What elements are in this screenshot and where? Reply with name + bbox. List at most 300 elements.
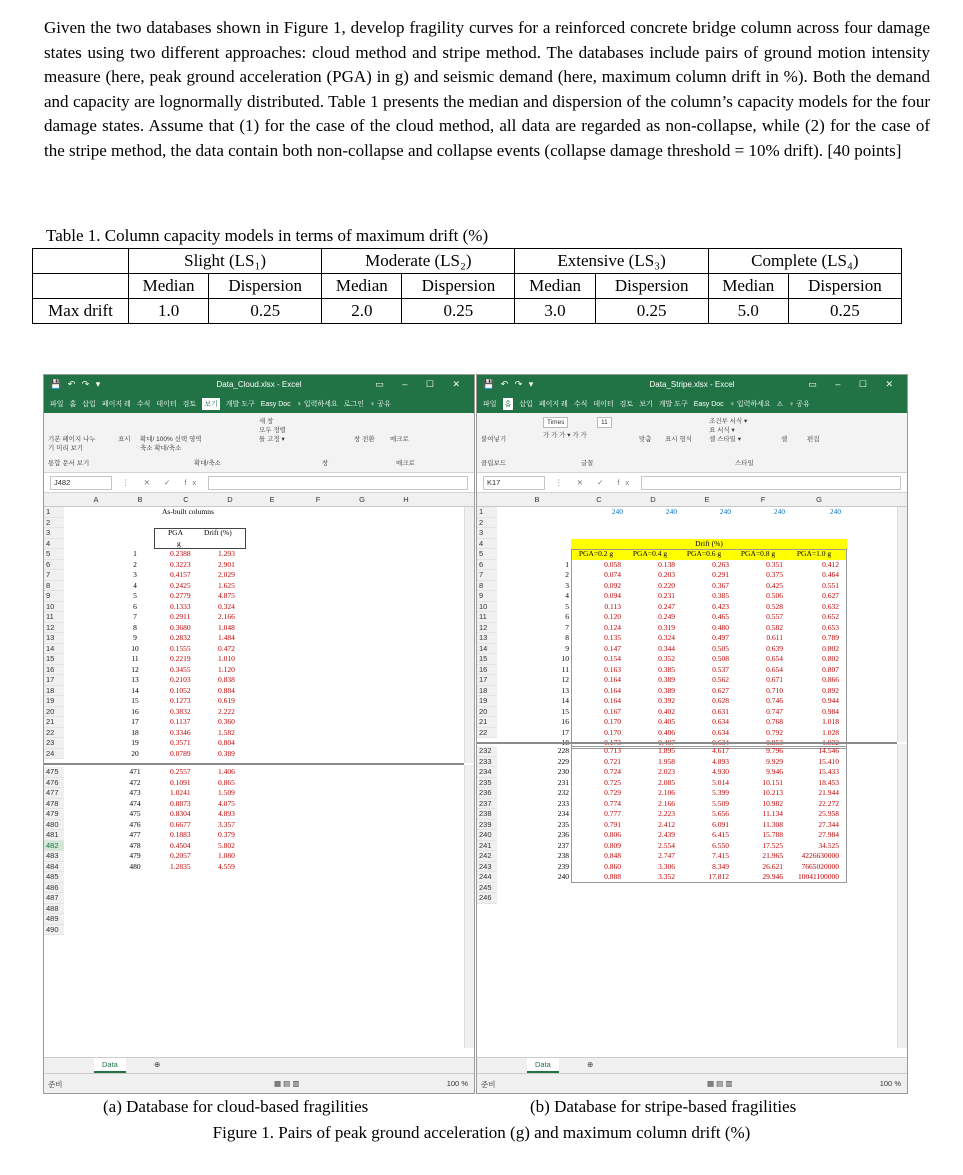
status-text: 준비 [48,1080,63,1089]
row-index: 7 [565,622,569,632]
row-number[interactable]: 480 [44,820,64,831]
ribbon-tab[interactable]: 개발 도구 [225,401,255,408]
row-number[interactable]: 14 [477,644,497,655]
drift-cell: 0.984 [822,706,839,716]
drift-cell: 0.092 [604,580,621,590]
column-header[interactable]: B [534,495,540,504]
formula-input[interactable] [641,476,901,490]
row-number[interactable]: 24 [44,749,64,760]
drift-cell: 0.480 [712,622,729,632]
row-number[interactable]: 244 [477,872,497,883]
row-index: 240 [557,872,569,881]
switch-window-button[interactable]: 창 전환 [354,436,375,443]
drift-cell: 21.944 [818,788,839,797]
drift-cell: 17.812 [708,872,729,881]
name-box[interactable]: J482 [50,476,112,490]
sheet-tab[interactable]: Data [527,1058,559,1073]
row-number[interactable]: 3 [477,528,497,539]
header-border [154,528,246,549]
view-mode-icons[interactable]: ▦ ▤ ▥ [707,1079,733,1088]
row-number[interactable]: 15 [44,654,64,665]
row-index: 233 [557,798,569,808]
column-headers [44,493,474,507]
drift-cell: 9.796 [766,746,783,755]
sheet-title: As-built columns [162,507,214,516]
pga-cell: 1.0241 [170,788,191,797]
row-number[interactable]: 487 [44,893,64,904]
add-sheet-icon[interactable]: ⊕ [154,1060,161,1069]
row-number[interactable]: 478 [44,799,64,810]
drift-cell: 0.892 [822,685,839,695]
row-number[interactable]: 246 [477,893,497,904]
drift-cell: 0.423 [712,601,729,611]
drift-cell: 9.946 [766,767,783,776]
row-number[interactable]: 233 [477,757,497,768]
row-number[interactable]: 239 [477,820,497,831]
sheet-tab[interactable]: Data [94,1058,126,1073]
row-number[interactable]: 19 [44,696,64,707]
row-number[interactable]: 484 [44,862,64,873]
row-index: 20 [131,748,139,758]
row-index: 472 [129,777,141,787]
font-name-select[interactable]: Times [543,417,568,428]
row-index: 230 [557,767,569,776]
drift-cell: 2.166 [218,612,235,621]
pga-cell: 1.2835 [170,861,191,871]
drift-cell: 4.075 [218,798,235,808]
row-index: 4 [565,591,569,600]
row-number[interactable]: 7 [477,570,497,581]
row-index: 228 [557,746,569,755]
drift-cell: 0.074 [604,570,621,579]
row-number[interactable]: 3 [44,528,64,539]
drift-cell: 1.028 [822,727,839,737]
drift-cell: 1.080 [218,851,235,860]
ribbon-tab[interactable]: 수식 [573,401,588,408]
vertical-scrollbar[interactable] [464,507,474,763]
row-number[interactable]: 234 [477,767,497,778]
unit-cell: g [177,538,181,548]
drift-cell: 0.138 [658,559,675,569]
ribbon-tab[interactable]: Easy Doc [260,400,291,408]
drift-cell: 26.621 [762,861,783,871]
row-number[interactable]: 14 [44,644,64,655]
pga-cell: 0.1883 [170,830,191,839]
row-number[interactable]: 4 [44,539,64,550]
row-index: 5 [565,601,569,611]
row-number[interactable]: 486 [44,883,64,894]
row-index: 237 [557,840,569,850]
drift-cell: 0.164 [604,675,621,684]
row-number[interactable]: 9 [44,591,64,602]
ribbon-tab[interactable]: 검토 [182,401,197,408]
row-number[interactable]: 16 [477,665,497,676]
drift-cell: 14.546 [818,746,839,755]
status-bar [44,1073,474,1093]
drift-cell: 0.170 [604,717,621,726]
pga-cell: 0.2832 [170,633,191,642]
row-number[interactable]: 10 [477,602,497,613]
row-number[interactable]: 235 [477,778,497,789]
row-number[interactable]: 481 [44,830,64,841]
header-cell: PGA [168,528,184,537]
row-number[interactable]: 482 [44,841,64,852]
group-label: 스타일 [735,460,754,467]
row-number[interactable]: 17 [477,675,497,686]
row-number[interactable]: 21 [477,717,497,728]
ribbon-tab[interactable]: 검토 [619,401,634,408]
row-number[interactable]: 245 [477,883,497,894]
row-number[interactable]: 236 [477,788,497,799]
row-index: 11 [131,654,139,663]
macro-button[interactable]: 매크로 [390,436,409,443]
column-header[interactable]: G [816,495,822,504]
row-number[interactable]: 1 [477,507,497,518]
drift-cell: 0.324 [218,601,235,611]
row-number[interactable]: 5 [477,549,497,560]
row-number[interactable]: 1 [44,507,64,518]
pga-cell: 0.2425 [170,580,191,590]
table-value: 1.0 [129,299,209,324]
row-number[interactable]: 4 [477,539,497,550]
row-number[interactable]: 477 [44,788,64,799]
vertical-scrollbar[interactable] [897,744,907,1048]
median-header: Median [708,274,788,299]
font-size-select[interactable]: 11 [597,417,612,428]
row-index: 9 [133,633,137,642]
row-number[interactable]: 488 [44,904,64,915]
drift-cell: 0.789 [822,633,839,642]
freeze-split [477,742,897,744]
row-index: 3 [565,580,569,590]
row-number[interactable]: 11 [44,612,64,623]
ribbon-show[interactable]: 표시 [118,436,131,443]
row-number[interactable]: 18 [477,686,497,697]
drift-cell: 2.106 [658,788,675,797]
formula-bar [44,473,474,493]
drift-cell: 0.247 [658,601,675,611]
drift-cell: 0.802 [822,654,839,663]
ribbon-tab[interactable]: ♀ 공유 [370,401,391,408]
drift-cell: 0.710 [766,685,783,695]
row-number[interactable]: 12 [44,623,64,634]
drift-cell: 0.729 [604,788,621,797]
drift-cell: 5.656 [712,809,729,818]
row-number[interactable]: 10 [44,602,64,613]
row-number[interactable]: 19 [477,696,497,707]
vertical-scrollbar[interactable] [897,507,907,742]
row-number[interactable]: 237 [477,799,497,810]
ribbon-window[interactable]: 새 창 모두 정렬 틀 고정 ▾ [259,418,286,443]
row-number[interactable]: 8 [44,581,64,592]
drift-cell: 0.653 [822,622,839,632]
drift-cell: 29.946 [762,872,783,881]
row-number[interactable]: 6 [44,560,64,571]
style-group[interactable]: 조건부 서식 ▾ 표 서식 ▾ 셀 스타일 ▾ [709,418,748,443]
ribbon-tab[interactable]: 보기 [202,398,220,410]
ribbon-tab[interactable]: 개발 도구 [658,401,688,408]
column-header[interactable]: E [269,495,275,504]
drift-cell: 1.293 [218,549,235,558]
formula-input[interactable] [208,476,468,490]
vertical-scrollbar[interactable] [464,765,474,1048]
row-number[interactable]: 15 [477,654,497,665]
window-controls-icon[interactable]: ▭ – ☐ ✕ [375,379,468,389]
pga-cell: 0.3455 [170,664,191,674]
row-number[interactable]: 483 [44,851,64,862]
table-blank [33,274,129,299]
drift-cell: 0.263 [712,559,729,569]
row-number[interactable]: 475 [44,767,64,778]
ribbon-tab[interactable]: ♀ 공유 [788,401,810,408]
drift-cell: 0.389 [658,685,675,695]
row-number[interactable]: 232 [477,746,497,757]
row-number[interactable]: 20 [477,707,497,718]
drift-cell: 0.768 [766,717,783,726]
ribbon-tab[interactable]: ♀ 입력하세요 [296,401,338,408]
row-index: 7 [133,612,137,621]
drift-cell: 0.506 [766,591,783,600]
state-header: Complete (LS₄) [708,249,901,274]
count-cell: 240 [829,507,841,516]
drift-cell: 0.724 [604,767,621,776]
row-number[interactable]: 5 [44,549,64,560]
pga-header: PGA=0.4 g [632,549,668,558]
column-header[interactable]: C [596,495,602,504]
column-headers [477,493,907,507]
row-number[interactable]: 476 [44,778,64,789]
column-header[interactable]: F [315,495,321,504]
window-controls-icon[interactable]: ▭ – ☐ ✕ [808,379,901,389]
capacity-table [32,248,902,324]
drift-cell: 8.349 [712,861,729,871]
drift-cell: 0.220 [658,580,675,590]
state-header: Moderate (LS₂) [322,249,515,274]
drift-cell: 1.582 [218,727,235,737]
ribbon-tab[interactable]: 페이지 레 [101,401,131,408]
drift-cell: 0.807 [822,664,839,674]
header-cell: Drift (%) [204,528,232,537]
drift-cell: 5.509 [712,798,729,808]
row-number[interactable]: 2 [44,518,64,529]
row-number[interactable]: 240 [477,830,497,841]
ribbon-tab[interactable]: 데이터 [156,401,177,408]
drift-cell: 1.010 [218,654,235,663]
pga-cell: 0.3571 [170,738,191,747]
ribbon-views[interactable]: 기본 페이지 나누 기 미리 보기 [48,436,96,452]
drift-cell: 0.634 [712,717,729,726]
drift-cell: 0.124 [604,622,621,632]
add-sheet-icon[interactable]: ⊕ [587,1060,594,1069]
row-number[interactable]: 489 [44,914,64,925]
zoom-level[interactable]: 100 % [879,1079,901,1088]
row-number[interactable]: 22 [477,728,497,739]
drift-cell: 4226630000 [801,851,839,860]
pga-cell: 0.4157 [170,570,191,579]
drift-cell: 5.014 [712,777,729,787]
row-number[interactable]: 6 [477,560,497,571]
number-format-button[interactable]: 표시 형식 [665,436,692,443]
drift-cell: 1.406 [218,767,235,776]
row-index: 1 [565,559,569,569]
ribbon-tabs [44,395,474,413]
drift-cell: 0.352 [658,654,675,663]
drift-cell: 0.619 [218,696,235,705]
row-number[interactable]: 2 [477,518,497,529]
ribbon-tab[interactable]: Easy Doc [693,400,724,408]
view-mode-icons[interactable]: ▦ ▤ ▥ [274,1079,300,1088]
row-number[interactable]: 241 [477,841,497,852]
column-header[interactable]: C [183,495,189,504]
row-number[interactable]: 8 [477,581,497,592]
pga-cell: 0.1555 [170,643,191,653]
row-number[interactable]: 13 [44,633,64,644]
drift-cell: 0.809 [604,840,621,850]
column-header[interactable]: D [227,495,233,504]
row-number[interactable]: 9 [477,591,497,602]
ribbon-zoom[interactable]: 확대/ 100% 선택 영역 축소 확대/축소 [140,436,202,452]
drift-cell: 0.671 [766,675,783,684]
drift-cell: 11.308 [762,819,783,829]
ribbon-tab[interactable]: 삽입 [82,401,96,408]
ribbon-tab[interactable]: 홈 [503,398,514,410]
row-number[interactable]: 20 [44,707,64,718]
subcaption-b: (b) Database for stripe-based fragilities [530,1097,797,1116]
ribbon-tab[interactable]: 파일 [50,401,64,408]
drift-cell: 1.018 [822,717,839,726]
cells-button[interactable]: 셀 [781,436,788,443]
row-number[interactable]: 238 [477,809,497,820]
font-style-buttons[interactable]: 가 가 가 ▾ 가 가 [543,432,587,439]
state-header: Slight (LS₁) [129,249,322,274]
row-index: 6 [133,601,137,611]
drift-cell: 0.639 [766,643,783,653]
drift-cell: 1.895 [658,746,675,755]
drift-cell: 0.774 [604,798,621,808]
drift-cell: 0.392 [658,696,675,705]
row-number[interactable]: 16 [44,665,64,676]
ribbon-tab[interactable]: 삽입 [519,401,533,408]
row-number[interactable]: 13 [477,633,497,644]
drift-cell: 5.802 [218,840,235,850]
ribbon-tab[interactable]: 홈 [69,401,77,408]
column-header[interactable]: G [359,495,365,504]
column-header[interactable]: F [760,495,766,504]
sheet-grid[interactable] [477,507,907,1048]
row-number[interactable]: 12 [477,623,497,634]
ribbon-tabs [477,395,907,413]
row-number[interactable]: 490 [44,925,64,936]
drift-cell: 0.135 [604,633,621,642]
dispersion-header: Dispersion [209,274,322,299]
drift-cell: 0.631 [712,706,729,716]
drift-cell: 9.929 [766,756,783,766]
align-button[interactable]: 맞춤 [639,436,652,443]
row-number[interactable]: 243 [477,862,497,873]
pga-header: PGA=1.0 g [796,549,832,558]
table-value: 0.25 [788,299,901,324]
dispersion-header: Dispersion [402,274,515,299]
ribbon-tab[interactable]: ⚠ [776,401,783,408]
pga-cell: 0.2911 [170,612,191,621]
data-border [571,549,847,749]
sheet-tabs-bar [477,1057,907,1073]
pga-cell: 0.3223 [170,559,191,569]
drift-cell: 0.154 [604,654,621,663]
count-cell: 240 [665,507,677,516]
row-number[interactable]: 11 [477,612,497,623]
drift-cell: 0.628 [712,696,729,705]
row-index: 16 [561,717,569,726]
row-index: 474 [129,798,141,808]
column-header[interactable]: D [650,495,656,504]
row-index: 17 [131,717,139,726]
edit-button[interactable]: 편집 [807,436,820,443]
table-caption: Table 1. Column capacity models in terms of maximum drift (%) [46,226,489,245]
column-header[interactable]: B [137,495,143,504]
quick-access-icons[interactable]: 💾 ↶ ↷ ▾ [50,379,103,389]
ribbon-tab[interactable]: 보기 [639,401,653,408]
freeze-split [44,763,464,765]
quick-access-icons[interactable]: 💾 ↶ ↷ ▾ [483,379,536,389]
row-number[interactable]: 242 [477,851,497,862]
paste-button[interactable]: 붙여넣기 [481,436,507,443]
row-number[interactable]: 7 [44,570,64,581]
pga-cell: 0.2219 [170,654,191,663]
drift-cell: 0.557 [766,612,783,621]
name-box[interactable]: K17 [483,476,545,490]
ribbon-tab[interactable]: 수식 [136,401,151,408]
window-title: Data_Cloud.xlsx - Excel [216,380,302,389]
drift-cell: 0.551 [822,580,839,590]
sheet-grid[interactable] [44,507,474,1048]
row-index: 18 [131,727,139,737]
zoom-level[interactable]: 100 % [446,1079,468,1088]
drift-cell: 2.554 [658,840,675,850]
drift-cell: 0.164 [604,685,621,695]
ribbon-tab[interactable]: ♀ 입력하세요 [729,401,771,408]
drift-cell: 0.465 [712,612,729,621]
ribbon-tab[interactable]: 로그인 [343,401,364,408]
drift-cell: 0.385 [658,664,675,674]
row-number[interactable]: 18 [44,686,64,697]
ribbon-tab[interactable]: 파일 [483,401,497,408]
pga-cell: 0.8304 [170,809,191,818]
drift-cell: 0.713 [604,746,621,755]
row-number[interactable]: 479 [44,809,64,820]
row-number[interactable]: 485 [44,872,64,883]
drift-cell: 0.791 [604,819,621,829]
row-number[interactable]: 22 [44,728,64,739]
drift-cell: 0.402 [658,706,675,716]
drift-cell: 2.023 [658,767,675,776]
ribbon-tab[interactable]: 페이지 레 [538,401,568,408]
column-header[interactable]: A [93,495,99,504]
drift-cell: 2.747 [658,851,675,860]
group-label: 글꼴 [581,460,594,467]
column-header[interactable]: E [704,495,710,504]
drift-title: Drift (%) [695,538,723,548]
drift-cell: 0.806 [604,830,621,839]
row-number[interactable]: 17 [44,675,64,686]
drift-cell: 0.725 [604,777,621,787]
row-number[interactable]: 23 [44,738,64,749]
column-header[interactable]: H [403,495,409,504]
row-index: 5 [133,591,137,600]
row-number[interactable]: 21 [44,717,64,728]
ribbon-tab[interactable]: 데이터 [593,401,614,408]
drift-cell: 4.617 [712,746,729,755]
